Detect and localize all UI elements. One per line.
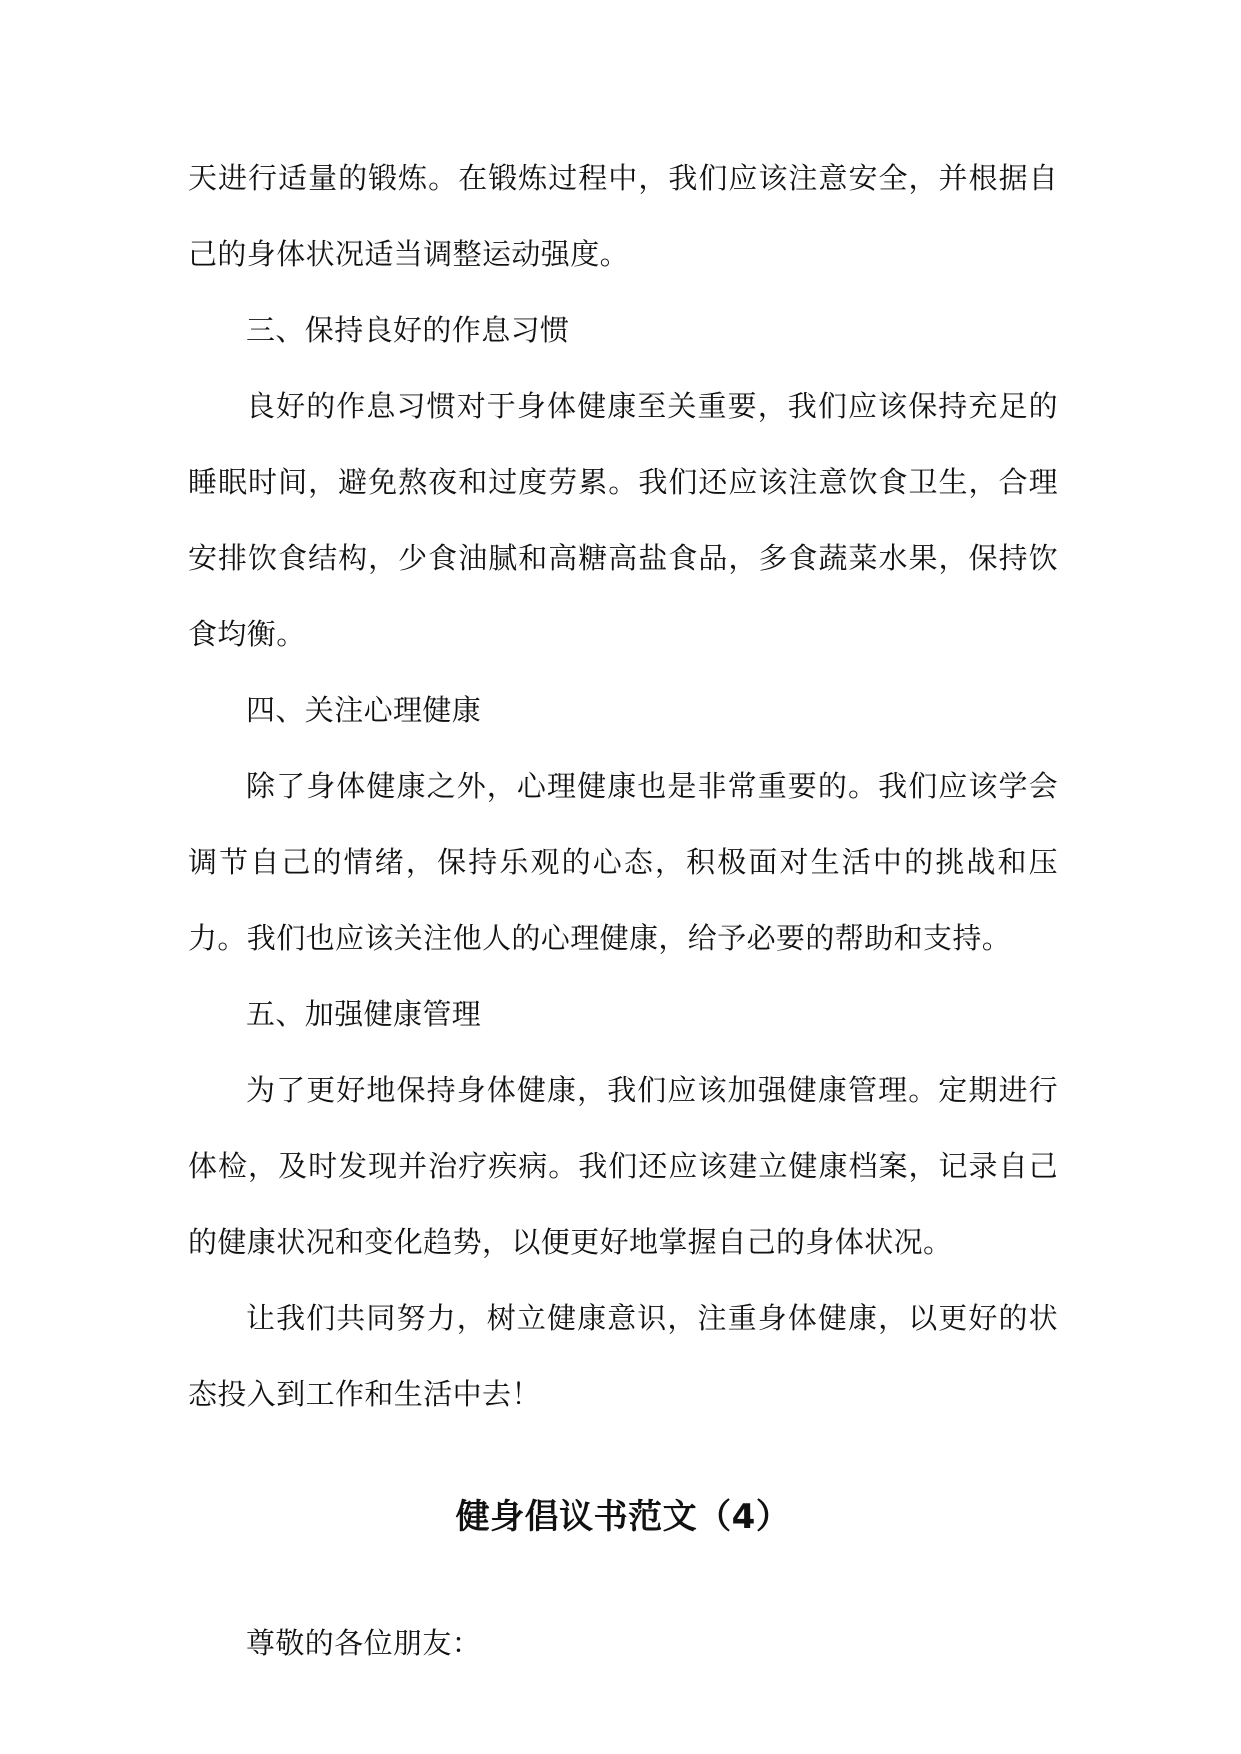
paragraph-continuation: 天进行适量的锻炼。在锻炼过程中，我们应该注意安全，并根据自己的身体状况适当调整运动强度。 [188,161,1058,271]
paragraph-mental-health: 除了身体健康之外，心理健康也是非常重要的。我们应该学会调节自己的情绪，保持乐观的心态，积极面对生活中的挑战和压力。我们也应该关注他人的心理健康，给予必要的帮助和支持。 [188,769,1058,955]
paragraph-sleep-habits: 良好的作息习惯对于身体健康至关重要，我们应该保持充足的睡眠时间，避免熬夜和过度劳累。我们还应该注意饮食卫生，合理安排饮食结构，少食油腻和高糖高盐食品，多食蔬菜水果，保持饮食均衡。 [188,389,1058,651]
section-heading-3: 三、保持良好的作息习惯 [246,313,570,347]
paragraph-closing: 让我们共同努力，树立健康意识，注重身体健康，以更好的状态投入到工作和生活中去！ [188,1301,1058,1411]
section-heading-5: 五、加强健康管理 [246,997,482,1031]
paragraph-health-management: 为了更好地保持身体健康，我们应该加强健康管理。定期进行体检，及时发现并治疗疾病。我们还应该建立健康档案，记录自己的健康状况和变化趋势，以便更好地掌握自己的身体状况。 [188,1073,1058,1259]
document-title: 健身倡议书范文（4） [455,1497,791,1537]
salutation: 尊敬的各位朋友： [246,1626,482,1660]
document-body [188,140,1058,1681]
section-heading-4: 四、关注心理健康 [246,693,482,727]
